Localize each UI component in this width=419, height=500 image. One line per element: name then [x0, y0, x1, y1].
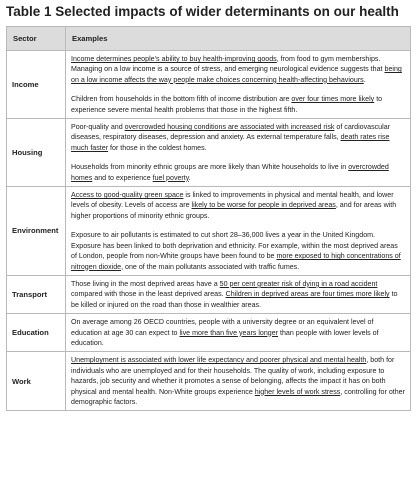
example-text: to experience severe mental health problems that those in the highest fifth. [71, 95, 383, 114]
example-text: Exposure to air pollutants is estimated to cut short 28–36,000 lives a year in the United Kingdom. Exposure has been linked to both deprivation and ethnicity. For example, within the most deprived areas of London, people from non-White groups have been found to be [71, 231, 398, 261]
underlined-source-text: 50 per cent greater risk of dying in a road accident [219, 279, 378, 288]
sector-cell: Transport [7, 275, 66, 313]
sector-cell: Education [7, 314, 66, 352]
example-text: than people with lower levels of education. [71, 328, 379, 347]
example-text: to be killed or injured on the road than those in wealthier areas. [71, 290, 398, 309]
underlined-source-text: over four times more likely [291, 95, 375, 104]
example-text: for those in the coldest homes. [108, 143, 207, 152]
example-text: , and for areas with higher proportions of minority ethnic groups. [71, 201, 397, 220]
example-paragraph [71, 279, 405, 310]
example-paragraph [71, 317, 405, 348]
table-row [7, 275, 411, 313]
example-paragraph [71, 94, 405, 115]
table-header-row [7, 27, 411, 51]
sector-cell: Work [7, 352, 66, 411]
underlined-source-text: Income determines people’s ability to buy health-improving goods [71, 55, 277, 63]
example-paragraph [71, 230, 405, 272]
determinants-table [6, 26, 411, 411]
underlined-source-text: overcrowded homes [71, 163, 389, 182]
example-text: is linked to improvements in physical and mental health, and lower levels of obesity. Levels of access are [71, 191, 394, 210]
example-paragraph [71, 162, 405, 183]
example-text: of cardiovascular diseases, respiratory diseases, depression and anxiety. As external temperature falls, [71, 123, 391, 142]
example-text: and to experience [92, 173, 153, 182]
example-paragraph [71, 190, 405, 221]
underlined-source-text: likely to be worse for people in deprived areas [191, 201, 336, 210]
underlined-source-text: fuel poverty [152, 173, 189, 182]
examples-cell [66, 51, 411, 119]
underlined-source-text: more exposed to high concentrations of nitrogen dioxide [71, 252, 401, 271]
example-text: . [363, 75, 366, 84]
example-text: Those living in the most deprived areas have a [71, 279, 220, 288]
sector-cell: Environment [7, 187, 66, 276]
example-text: , one of the main pollutants associated with traffic fumes. [121, 262, 300, 271]
underlined-source-text: live more than five years longer [179, 328, 279, 337]
underlined-source-text: being on a low income affects the way people make choices concerning health-affecting behaviours [71, 65, 402, 84]
example-text: , both for individuals who are unemployed and for their households. The quality of work, including exposure to hazards, job security and whether it promotes a sense of belonging, affects the impact it has on both physical and mental health. Non-White groups experience [71, 356, 395, 396]
example-text: . [188, 173, 191, 182]
sector-column-header: Sector [7, 27, 66, 51]
examples-cell [66, 352, 411, 411]
underlined-source-text: overcrowded housing conditions are associated with increased risk [124, 123, 335, 132]
table-row [7, 119, 411, 187]
table-title: Table 1 Selected impacts of wider determinants on our health [6, 4, 399, 19]
underlined-source-text: Children in deprived areas are four times more likely [225, 290, 390, 299]
example-text: Children from households in the bottom fifth of income distribution are [71, 95, 292, 104]
table-row [7, 187, 411, 276]
example-text: compared with those in the least deprived areas. [71, 290, 226, 299]
example-text: , from food to gym memberships. Managing on a low income is a source of stress, and emerging neurological evidence suggests that [71, 55, 385, 74]
examples-column-header: Examples [66, 27, 411, 51]
table-row [7, 314, 411, 352]
examples-cell [66, 275, 411, 313]
examples-cell [66, 119, 411, 187]
table-row [7, 51, 411, 119]
table-body [7, 51, 411, 411]
sector-cell: Housing [7, 119, 66, 187]
underlined-source-text: higher levels of work stress [254, 387, 341, 396]
example-text: On average among 26 OECD countries, people with a university degree or an equivalent level of education at age 30 can expect to [71, 318, 374, 337]
example-paragraph [71, 355, 405, 407]
example-paragraph [71, 122, 405, 153]
table-row [7, 352, 411, 411]
example-text: , controlling for other demographic factors. [71, 387, 405, 406]
sector-cell: Income [7, 51, 66, 119]
examples-cell [66, 314, 411, 352]
example-paragraph [71, 54, 405, 85]
underlined-source-text: Access to good-quality green space [71, 191, 184, 200]
example-text: Households from minority ethnic groups are more likely than White households to live in [71, 163, 349, 172]
examples-cell [66, 187, 411, 276]
underlined-source-text: death rates rise much faster [71, 133, 390, 152]
example-text: Poor-quality and [71, 123, 125, 132]
underlined-source-text: Unemployment is associated with lower life expectancy and poorer physical and mental health [71, 356, 367, 365]
